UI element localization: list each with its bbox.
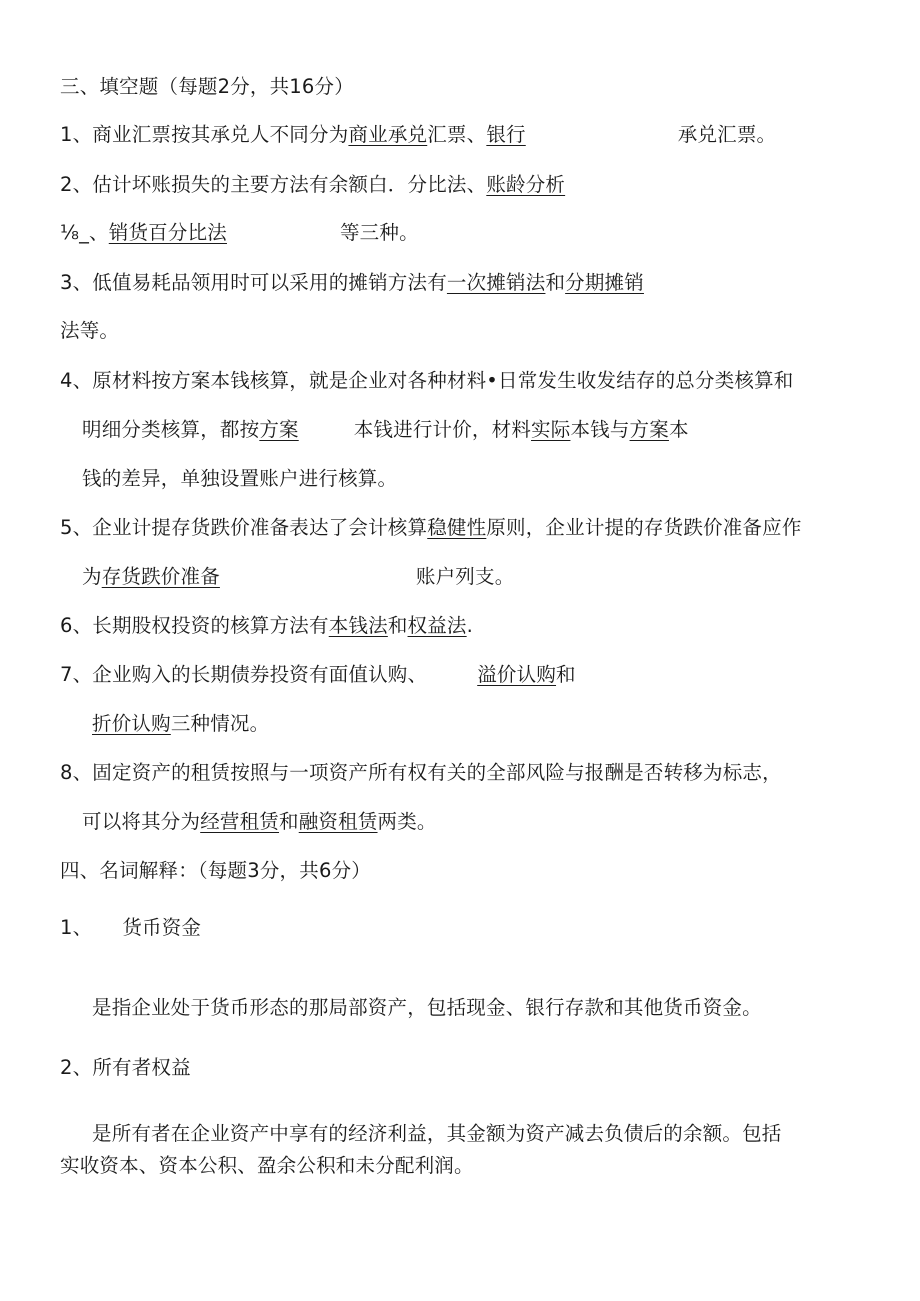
question-text: 为: [82, 565, 102, 588]
term-1-heading: [60, 915, 201, 941]
answer-blank: 一次摊销法: [446, 271, 546, 294]
answer-blank: 分期摊销: [565, 271, 644, 294]
question-text: 本: [668, 418, 689, 441]
question-3-continued: 法等。: [60, 319, 120, 342]
term-2-heading: [60, 1055, 191, 1081]
answer-blank: 经营租赁: [200, 810, 280, 833]
question-text: 可以将其分为: [82, 810, 201, 833]
question-text: 5、企业计提存货跌价准备表达了会计核算: [60, 516, 428, 539]
question-text: 1、商业汇票按其承兑人不同分为: [60, 123, 349, 146]
question-4: 4、原材料按方案本钱核算，就是企业对各种材料•日常发生收发结存的总分类核算和: [60, 369, 794, 392]
question-text: 两类。: [377, 810, 437, 833]
question-text: 和: [387, 614, 408, 637]
answer-blank: 商业承兑: [348, 123, 428, 146]
question-7: [60, 662, 576, 688]
question-text: 承兑汇票。: [677, 123, 777, 146]
question-1: [60, 122, 776, 148]
question-2-continued: [60, 220, 419, 246]
question-3: [60, 270, 644, 296]
answer-blank: 实际: [531, 418, 571, 441]
question-text: 本钱与: [570, 418, 630, 441]
answer-blank: 存货跌价准备: [101, 565, 220, 588]
term-2-definition: 是所有者在企业资产中享有的经济利益，其金额为资产减去负债后的余额。包括: [92, 1122, 782, 1145]
question-text: 6、长期股权投资的核算方法有: [60, 614, 329, 637]
question-6: [60, 613, 473, 639]
question-text: 本钱进行计价，材料: [353, 418, 532, 441]
question-text: 等三种。: [339, 221, 419, 244]
answer-blank: 方案: [629, 418, 669, 441]
section-3-heading: 三、填空题（每题2分，共16分）: [60, 75, 354, 98]
answer-blank: 溢价认购: [477, 663, 557, 686]
term-number: 1、: [60, 916, 93, 939]
question-5: [60, 515, 802, 541]
question-4-continued: [82, 417, 689, 443]
question-text: 和: [279, 810, 299, 833]
term-title: 所有者权益: [92, 1056, 191, 1079]
answer-blank: 稳健性: [427, 516, 487, 539]
section-4-heading: 四、名词解释：（每题3分，共6分）: [60, 859, 371, 882]
question-text: 7、企业购入的长期债券投资有面值认购、: [60, 663, 428, 686]
question-text: 账户列支。: [415, 565, 515, 588]
answer-blank: 折价认购: [92, 712, 171, 735]
answer-blank: 账龄分析: [486, 173, 566, 196]
question-5-continued: [82, 564, 514, 590]
answer-blank: 方案: [259, 418, 299, 441]
answer-blank: 本钱法: [328, 614, 388, 637]
answer-blank: 销货百分比法: [108, 221, 227, 244]
question-text: 和: [556, 663, 576, 686]
term-number: 2、: [60, 1056, 93, 1079]
question-4-continued-2: 钱的差异，单独设置账户进行核算。: [82, 467, 398, 490]
term-1-definition: 是指企业处于货币形态的那局部资产，包括现金、银行存款和其他货币资金。: [92, 996, 762, 1019]
question-text: 汇票、: [427, 123, 487, 146]
question-text: 明细分类核算，都按: [82, 418, 260, 441]
answer-blank: 融资租赁: [298, 810, 378, 833]
term-2-definition-continued: 实收资本、资本公积、盈余公积和未分配利润。: [60, 1154, 474, 1177]
question-text: 原则，企业计提的存货跌价准备应作: [486, 516, 802, 539]
question-text: 和: [545, 271, 566, 294]
question-8: 8、固定资产的租赁按照与一项资产所有权有关的全部风险与报酬是否转移为标志，: [60, 761, 782, 784]
answer-blank: 权益法: [407, 614, 467, 637]
question-7-continued: [92, 711, 269, 737]
question-text: .: [466, 614, 474, 637]
question-text: 2、估计坏账损失的主要方法有余额白．分比法、: [60, 173, 487, 196]
question-8-continued: [82, 809, 437, 835]
question-text: ⅛_、: [60, 221, 109, 244]
term-title: 货币资金: [122, 916, 202, 939]
question-text: 三种情况。: [170, 712, 270, 735]
answer-blank: 银行: [486, 123, 526, 146]
question-text: 3、低值易耗品领用时可以采用的摊销方法有: [60, 271, 447, 294]
question-2: [60, 172, 565, 198]
